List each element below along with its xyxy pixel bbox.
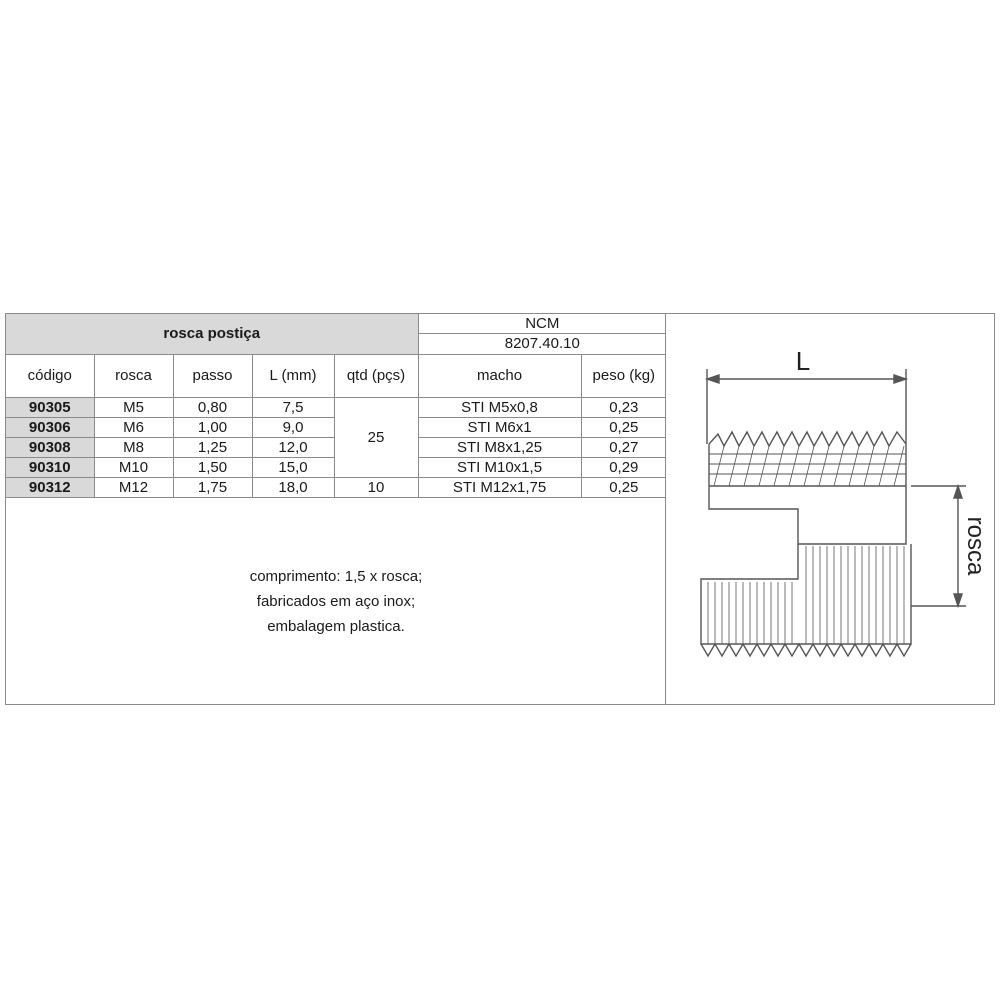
spec-table-pane bbox=[6, 314, 666, 704]
dim-rosca-arrow-bottom bbox=[954, 594, 962, 606]
technical-drawing-pane bbox=[666, 314, 994, 704]
cell-codigo: 90306 bbox=[6, 418, 94, 438]
cell-codigo: 90312 bbox=[6, 478, 94, 498]
note-length: comprimento: 1,5 x rosca; bbox=[249, 568, 423, 585]
cell-rosca: M6 bbox=[94, 418, 173, 438]
product-notes bbox=[6, 564, 666, 639]
cell-codigo: 90310 bbox=[6, 458, 94, 478]
cell-passo: 0,80 bbox=[173, 398, 252, 418]
cell-rosca: M12 bbox=[94, 478, 173, 498]
spec-table bbox=[6, 314, 666, 498]
cell-l: 12,0 bbox=[252, 438, 334, 458]
lower-thread-lines bbox=[708, 582, 792, 644]
cell-qtd: 10 bbox=[334, 478, 418, 498]
outer-thread-teeth bbox=[709, 432, 906, 446]
table-row bbox=[6, 478, 666, 498]
internal-thread-lines bbox=[806, 546, 904, 644]
header-rosca: rosca bbox=[94, 355, 173, 398]
insert-bore-outline bbox=[709, 486, 906, 544]
cell-codigo: 90308 bbox=[6, 438, 94, 458]
cell-passo: 1,25 bbox=[173, 438, 252, 458]
cell-peso: 0,27 bbox=[581, 438, 666, 458]
cell-macho: STI M12x1,75 bbox=[418, 478, 581, 498]
header-codigo: código bbox=[6, 355, 94, 398]
cell-rosca: M10 bbox=[94, 458, 173, 478]
cell-l: 7,5 bbox=[252, 398, 334, 418]
table-row bbox=[6, 398, 666, 418]
dim-l-label: L bbox=[795, 346, 811, 376]
cell-l: 9,0 bbox=[252, 418, 334, 438]
cell-macho: STI M5x0,8 bbox=[418, 398, 581, 418]
cell-peso: 0,23 bbox=[581, 398, 666, 418]
header-qtd: qtd (pçs) bbox=[334, 355, 418, 398]
header-peso: peso (kg) bbox=[581, 355, 666, 398]
cell-rosca: M5 bbox=[94, 398, 173, 418]
cell-passo: 1,00 bbox=[173, 418, 252, 438]
note-material: fabricados em aço inox; bbox=[256, 593, 416, 610]
cell-peso: 0,29 bbox=[581, 458, 666, 478]
cell-macho: STI M6x1 bbox=[418, 418, 581, 438]
cell-l: 18,0 bbox=[252, 478, 334, 498]
bottom-thread-teeth bbox=[701, 644, 911, 656]
thread-band-hatch bbox=[714, 446, 904, 486]
cell-peso: 0,25 bbox=[581, 418, 666, 438]
dim-l-arrow-left bbox=[707, 375, 719, 383]
cell-passo: 1,75 bbox=[173, 478, 252, 498]
cell-passo: 1,50 bbox=[173, 458, 252, 478]
cell-l: 15,0 bbox=[252, 458, 334, 478]
cell-rosca: M8 bbox=[94, 438, 173, 458]
dim-rosca-arrow-top bbox=[954, 486, 962, 498]
table-header-row bbox=[6, 355, 666, 398]
cell-macho: STI M8x1,25 bbox=[418, 438, 581, 458]
thread-insert-drawing bbox=[666, 314, 994, 704]
cell-qtd-group: 25 bbox=[334, 398, 418, 478]
cell-macho: STI M10x1,5 bbox=[418, 458, 581, 478]
header-macho: macho bbox=[418, 355, 581, 398]
cell-codigo: 90305 bbox=[6, 398, 94, 418]
insert-outer-edges bbox=[709, 444, 906, 486]
table-title: rosca postiça bbox=[6, 314, 418, 355]
ncm-label: NCM bbox=[418, 314, 666, 334]
dim-rosca-label: rosca bbox=[962, 516, 989, 576]
cell-peso: 0,25 bbox=[581, 478, 666, 498]
header-l: L (mm) bbox=[252, 355, 334, 398]
product-spec-sheet bbox=[5, 313, 995, 705]
dim-l-arrow-right bbox=[894, 375, 906, 383]
header-passo: passo bbox=[173, 355, 252, 398]
ncm-value: 8207.40.10 bbox=[418, 334, 666, 355]
note-packaging: embalagem plastica. bbox=[267, 618, 405, 635]
